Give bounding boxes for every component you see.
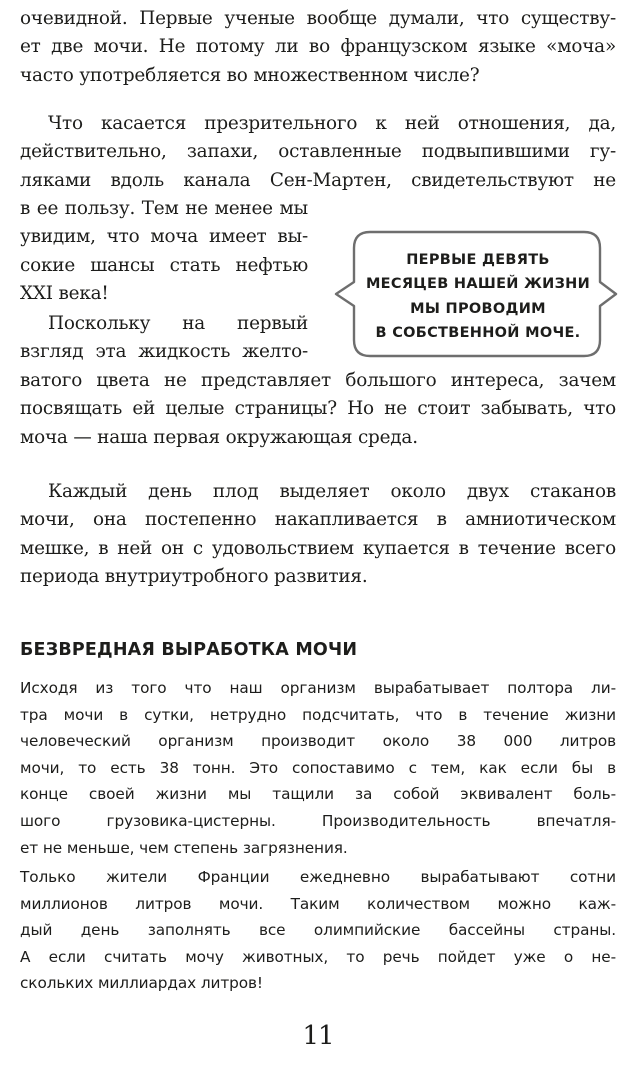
text-line: действительно, запахи, оставленные подвыпившими гу- bbox=[20, 141, 616, 163]
text-line: Исходя из того что наш организм вырабатывает полтора ли- bbox=[20, 679, 616, 697]
text-line: увидим, что моча имеет вы- bbox=[20, 226, 308, 248]
page-number: 11 bbox=[302, 1021, 334, 1051]
text-line: тра мочи в сутки, нетрудно подсчитать, что в течение жизни bbox=[20, 705, 616, 724]
text-line: ет не меньше, чем степень загрязнения. bbox=[20, 838, 348, 857]
body-paragraph-3 bbox=[20, 367, 616, 452]
text-line: миллионов литров мочи. Таким количеством можно каж- bbox=[20, 894, 616, 913]
section-heading: БЕЗВРЕДНАЯ ВЫРАБОТКА МОЧИ bbox=[20, 640, 358, 660]
callout-line: МЕСЯЦЕВ НАШЕЙ ЖИЗНИ bbox=[365, 276, 591, 293]
text-line: А если считать мочу животных, то речь пойдет уже о не- bbox=[20, 947, 616, 966]
section-paragraph-2 bbox=[20, 864, 616, 997]
text-line: мочи, то есть 38 тонн. Это сопоставимо с тем, как если бы в bbox=[20, 758, 616, 777]
text-line: шого грузовика-цистерны. Производительность впечатля- bbox=[20, 811, 616, 830]
section-paragraph-1 bbox=[20, 675, 616, 861]
callout-text bbox=[358, 248, 598, 346]
text-line: посвящать ей целые страницы? Но не стоит забывать, что bbox=[20, 398, 616, 420]
callout-line: ПЕРВЫЕ ДЕВЯТЬ bbox=[406, 252, 550, 268]
body-paragraph-4 bbox=[20, 478, 616, 592]
text-line: Только жители Франции ежедневно вырабатывают сотни bbox=[20, 868, 616, 886]
callout-line: В СОБСТВЕННОЙ МОЧЕ. bbox=[375, 325, 581, 342]
intro-paragraph bbox=[20, 5, 616, 90]
text-line: часто употребляется во множественном числе? bbox=[20, 64, 480, 86]
text-line: Каждый день плод выделяет около двух стаканов bbox=[48, 481, 616, 502]
callout-line: МЫ ПРОВОДИМ bbox=[410, 300, 546, 317]
text-line: мешке, в ней он с удовольствием купается в течение всего bbox=[20, 537, 616, 559]
text-line: взгляд эта жидкость желто- bbox=[20, 341, 308, 363]
text-line: XXI века! bbox=[20, 283, 109, 305]
text-line: моча — наша первая окружающая среда. bbox=[20, 426, 418, 448]
text-line: в ее пользу. Тем не менее мы bbox=[20, 198, 308, 219]
callout-box bbox=[330, 228, 622, 360]
text-line: дый день заполнять все олимпийские бассейны страны. bbox=[20, 921, 616, 940]
text-line: человеческий организм производит около 38 000 литров bbox=[20, 732, 616, 751]
text-line: Что касается презрительного к ней отношения, да, bbox=[48, 113, 616, 134]
text-line: ватого цвета не представляет большого интереса, зачем bbox=[20, 370, 616, 391]
text-line: конце своей жизни мы тащили за собой эквивалент боль- bbox=[20, 785, 616, 804]
body-paragraph-3-wrap bbox=[20, 310, 308, 367]
text-line: сокие шансы стать нефтью bbox=[20, 254, 308, 276]
text-line: мочи, она постепенно накапливается в амниотическом bbox=[20, 509, 616, 531]
text-line: очевидной. Первые ученые вообще думали, что существу- bbox=[20, 8, 616, 29]
text-line: скольких миллиардах литров! bbox=[20, 974, 263, 993]
body-paragraph-2-wrap bbox=[20, 195, 308, 309]
text-line: Поскольку на первый bbox=[48, 313, 308, 334]
body-paragraph-2 bbox=[20, 110, 616, 195]
text-line: ляками вдоль канала Сен-Мартен, свидетельствуют не bbox=[20, 169, 616, 191]
text-line: ет две мочи. Не потому ли во французском языке «моча» bbox=[20, 36, 616, 58]
text-line: периода внутриутробного развития. bbox=[20, 566, 368, 588]
